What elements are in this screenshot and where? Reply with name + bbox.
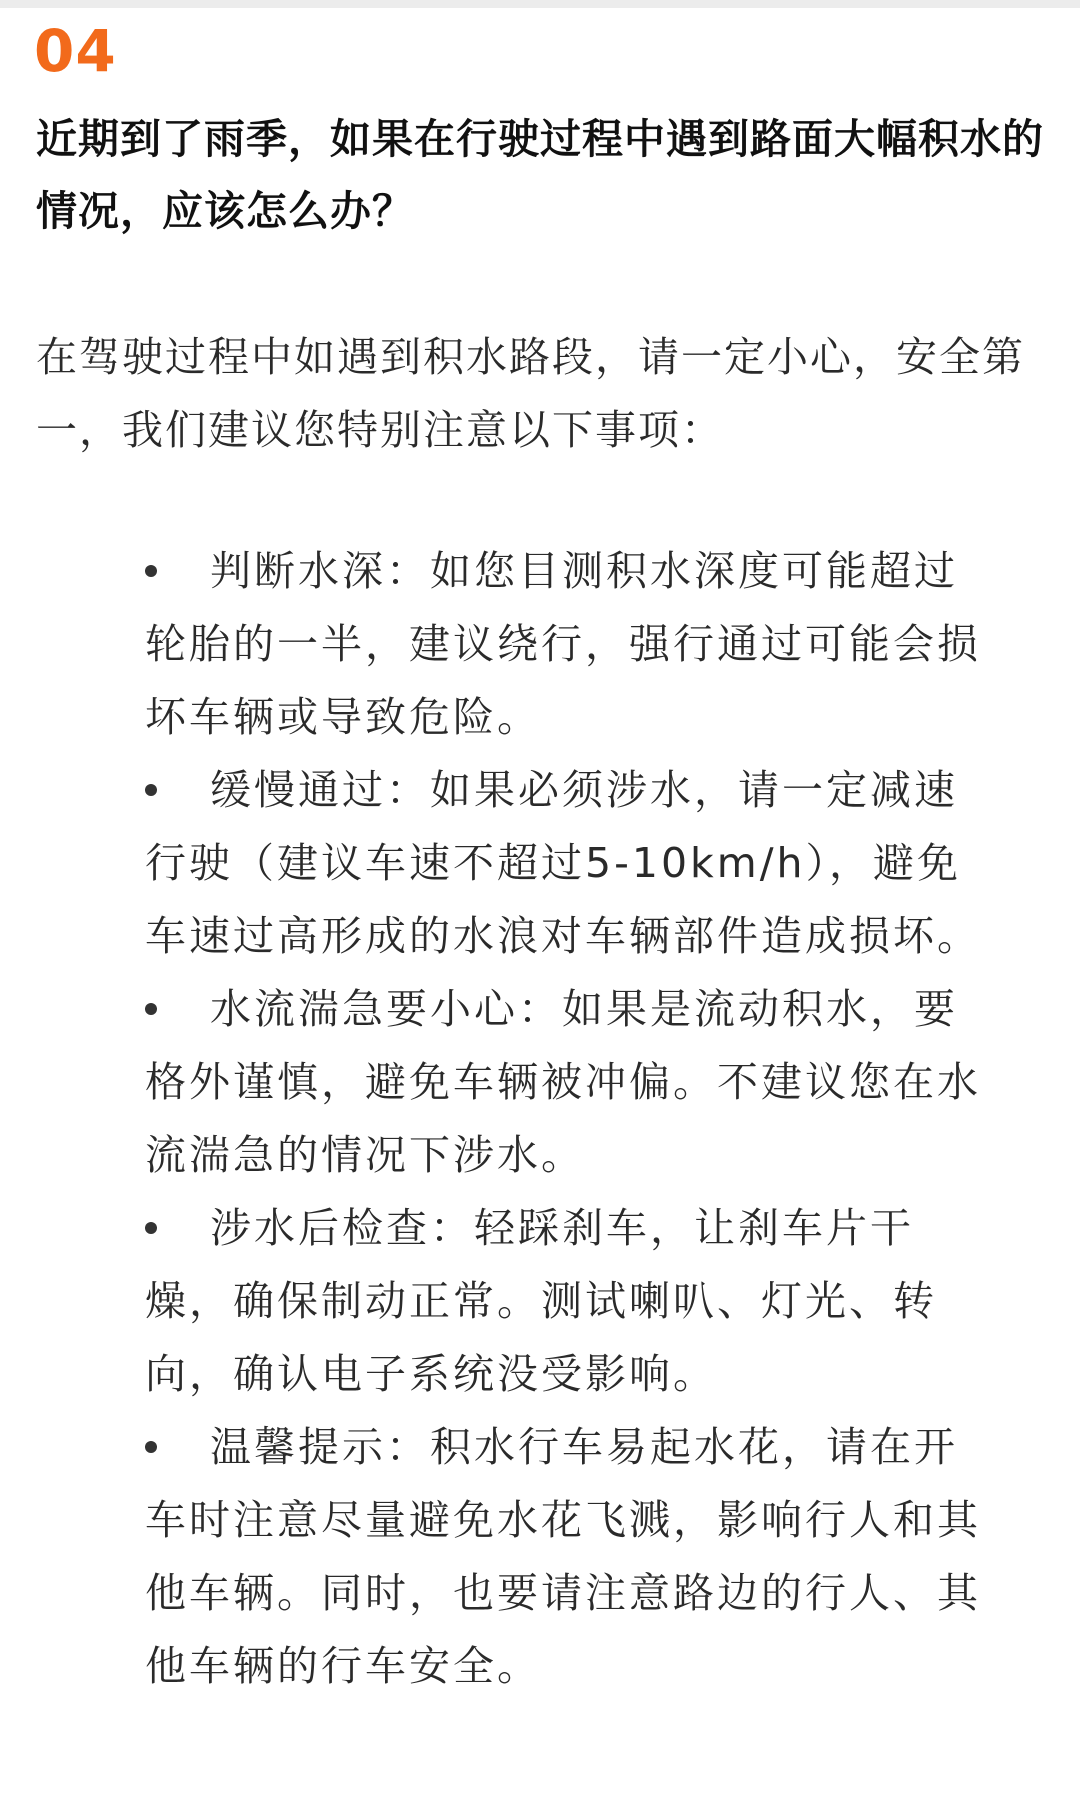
tip-text: 涉水后检查：轻踩刹车，让刹车片干燥，确保制动正常。测试喇叭、灯光、转向，确认电子系统没受影响。 (145, 1204, 937, 1398)
bullet-dot-icon (145, 784, 157, 796)
tip-text: 水流湍急要小心：如果是流动积水，要格外谨慎，避免车辆被冲偏。不建议您在水流湍急的情况下涉水。 (145, 985, 981, 1179)
tip-text: 缓慢通过：如果必须涉水，请一定减速行驶（建议车速不超过5-10km/h），避免车速过高形成的水浪对车辆部件造成损坏。 (145, 766, 981, 960)
bullet-dot-icon (145, 1003, 157, 1015)
section-number: 04 (34, 17, 117, 85)
question-heading: 近期到了雨季，如果在行驶过程中遇到路面大幅积水的情况，应该怎么办？ (36, 115, 1044, 235)
article-card (0, 8, 1080, 1805)
tip-item (145, 1192, 995, 1411)
bullet-dot-icon (145, 565, 157, 577)
tip-item (145, 535, 995, 754)
bullet-dot-icon (145, 1222, 157, 1234)
tip-text: 判断水深：如您目测积水深度可能超过轮胎的一半，建议绕行，强行通过可能会损坏车辆或导致危险。 (145, 547, 981, 741)
bullet-dot-icon (145, 1441, 157, 1453)
tip-item (145, 1411, 995, 1703)
tip-item (145, 973, 995, 1192)
top-divider (0, 0, 1080, 8)
tip-item (145, 754, 995, 973)
tip-text: 温馨提示：积水行车易起水花，请在开车时注意尽量避免水花飞溅，影响行人和其他车辆。同时，也要请注意路边的行人、其他车辆的行车安全。 (145, 1423, 981, 1690)
intro-paragraph: 在驾驶过程中如遇到积水路段，请一定小心，安全第一，我们建议您特别注意以下事项： (36, 333, 1025, 454)
tips-list (145, 535, 995, 1703)
